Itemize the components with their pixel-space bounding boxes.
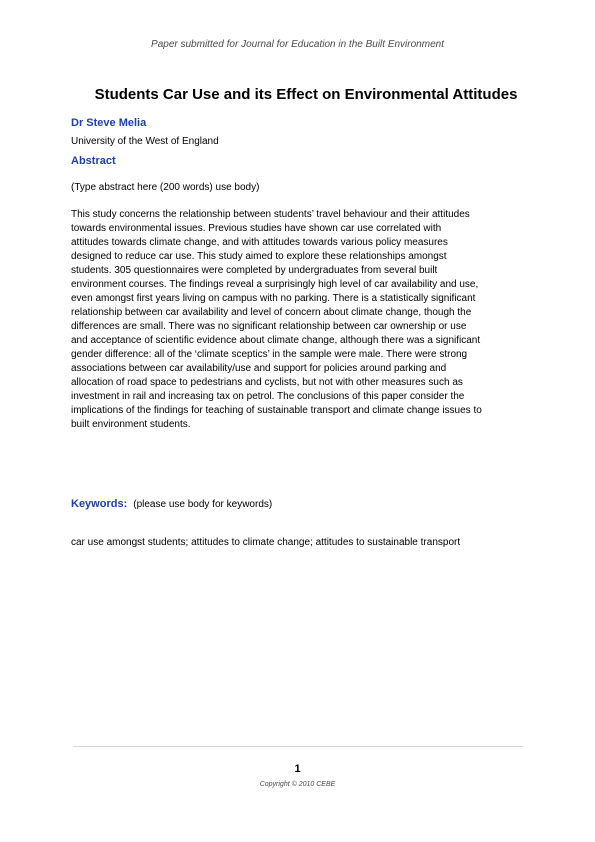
abstract-line: This study concerns the relationship between students’ travel behaviour and their attitudes	[71, 209, 470, 220]
paper-title: Students Car Use and its Effect on Environmental Attitudes	[94, 86, 518, 103]
abstract-line: even amongst first years living on campus with no parking. There is a statistically significant	[71, 293, 476, 304]
abstract-line: environment courses. The findings reveal a surprisingly high level of car availability and use,	[71, 279, 479, 290]
keywords-list: car use amongst students; attitudes to climate change; attitudes to sustainable transport	[71, 537, 461, 548]
abstract-line: designed to reduce car use. This study aimed to explore these relationships amongst	[71, 251, 447, 262]
abstract-line: associations between car availability/use and support for policies around parking and	[71, 363, 447, 374]
abstract-heading: Abstract	[71, 155, 116, 167]
author-affiliation: University of the West of England	[71, 136, 219, 147]
abstract-body	[71, 208, 525, 432]
abstract-line: and acceptance of scientific evidence about climate change, although there was a significant	[71, 335, 481, 346]
abstract-line: differences are small. There was no significant relationship between car ownership or use	[71, 321, 467, 332]
abstract-line: students. 305 questionnaires were completed by undergraduates from several built	[71, 265, 438, 276]
abstract-line: relationship between car availability and level of concern about climate change, though the	[71, 307, 472, 318]
keywords-instruction: (please use body for keywords)	[133, 499, 273, 510]
abstract-line: attitudes towards climate change, and with attitudes towards various policy measures	[71, 237, 448, 248]
footer-divider	[73, 746, 523, 747]
keywords-label: Keywords:	[71, 498, 128, 510]
page-number: 1	[294, 763, 301, 775]
running-header: Paper submitted for Journal for Education in the Built Environment	[151, 39, 444, 50]
abstract-line: built environment students.	[71, 419, 191, 430]
author-name: Dr Steve Melia	[71, 117, 147, 129]
abstract-line: gender difference: all of the ‘climate sceptics’ in the sample were male. There were strong	[71, 349, 468, 360]
abstract-line: investment in rail and increasing tax on petrol. The conclusions of this paper consider the	[71, 391, 465, 402]
copyright-notice: Copyright © 2010 CEBE	[259, 781, 336, 788]
abstract-line: allocation of road space to pedestrians and cyclists, but not with other measures such as	[71, 377, 463, 388]
keywords-line	[71, 494, 272, 512]
abstract-line: implications of the findings for teaching of sustainable transport and climate change issues to	[71, 405, 482, 416]
abstract-line: towards environmental issues. Previous studies have shown car use correlated with	[71, 223, 442, 234]
abstract-instruction: (Type abstract here (200 words) use body)	[71, 182, 260, 193]
